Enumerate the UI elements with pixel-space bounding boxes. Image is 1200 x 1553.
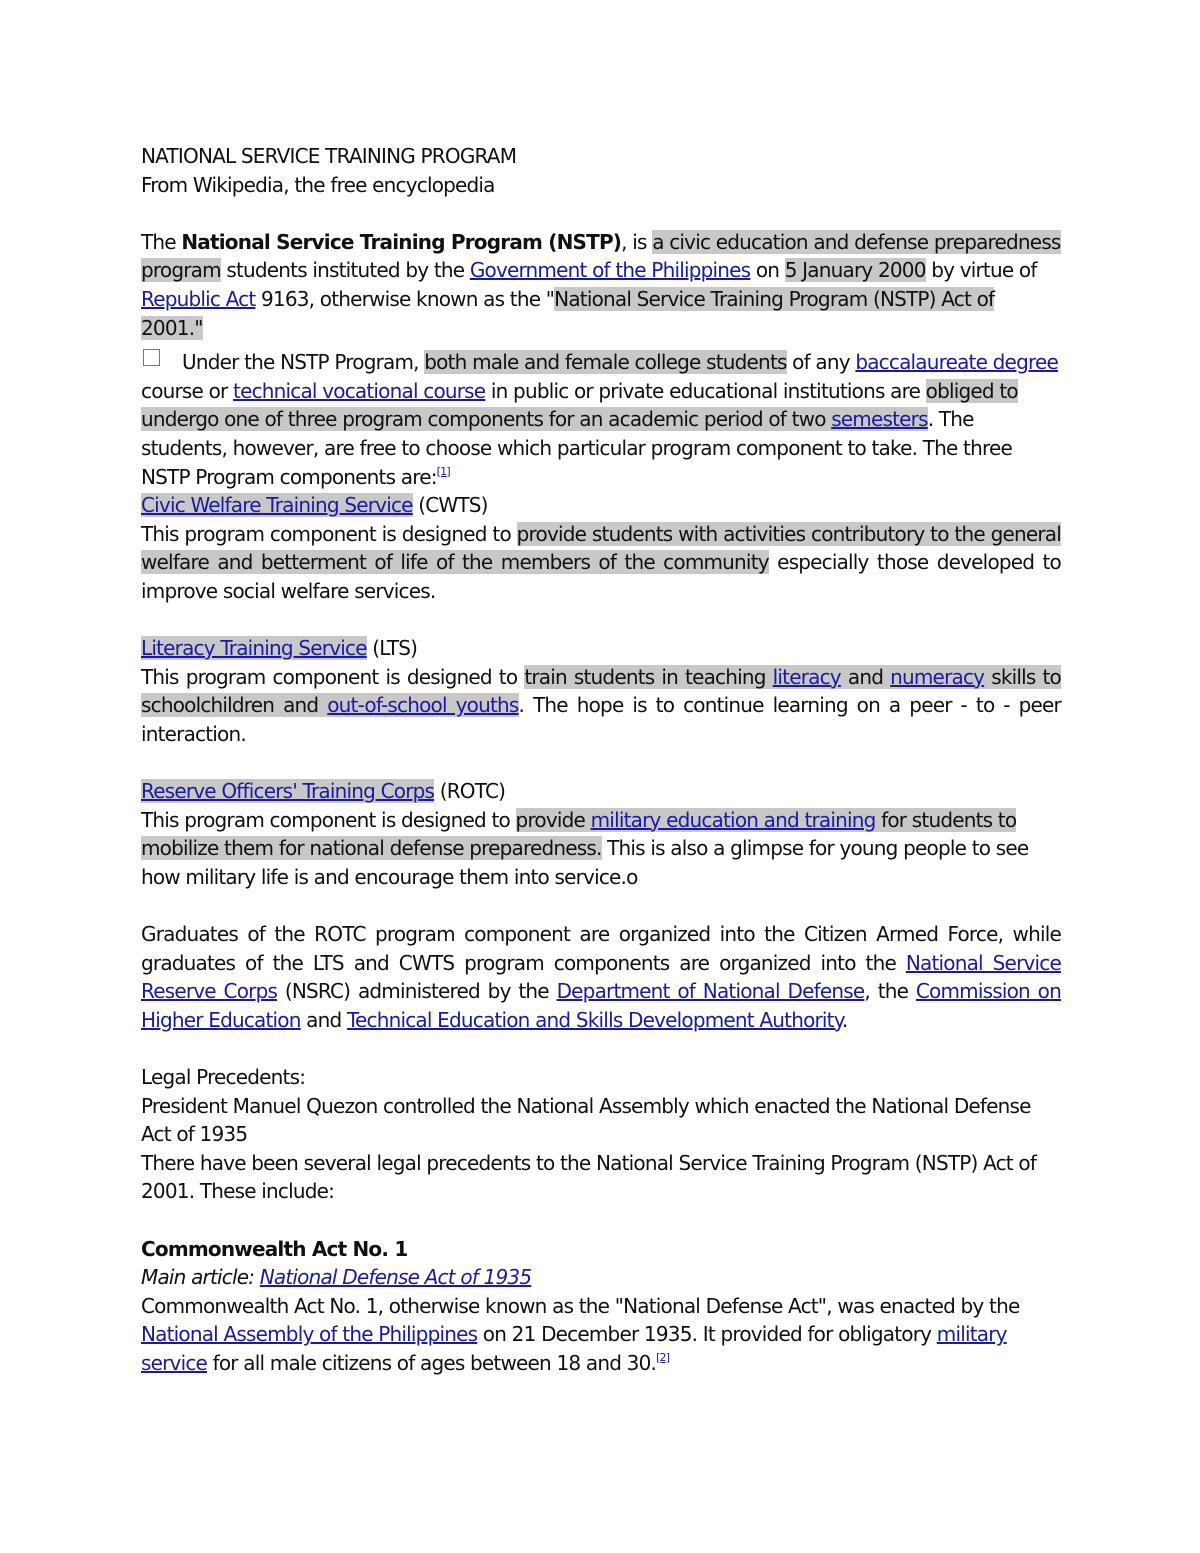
nstp-bold-name: National Service Training Program (NSTP) [181, 229, 622, 254]
link-baccalaureate-degree[interactable]: baccalaureate degree [855, 350, 1058, 375]
highlight: a civic education and defense preparedness program [141, 229, 1061, 283]
text: train students in teaching [524, 664, 773, 689]
highlight: both male and female college students [424, 350, 787, 375]
rotc-heading [141, 777, 1061, 806]
main-article-line [141, 1263, 1061, 1292]
link-tesda[interactable]: Technical Education and Skills Development Authority [346, 1007, 842, 1032]
link-national-defense-act-of-1935[interactable]: National Defense Act of 1935 [259, 1265, 532, 1290]
spacer [141, 891, 1061, 920]
spacer [141, 1206, 1061, 1235]
spacer [141, 748, 1061, 777]
page-title: NATIONAL SERVICE TRAINING PROGRAM [141, 144, 517, 168]
link-technical-vocational-course[interactable]: technical vocational course [233, 378, 486, 403]
text: . The hope is to continue learning on a peer - to - peer interaction. [141, 693, 1061, 746]
text: Under the NSTP Program, [182, 350, 425, 375]
legal-line-precedents: There have been several legal precedents to the National Service Training Program (NSTP) Act of 2001. These include: [141, 1150, 1037, 1204]
link-commission-on-higher-education[interactable]: Commission on Higher Education [141, 979, 1061, 1032]
intro-paragraph [141, 228, 1061, 342]
commonwealth-heading [141, 1235, 1061, 1264]
link-out-of-school-youths[interactable]: out-of-school youths [327, 693, 519, 718]
text: especially those developed to improve social welfare services. [141, 550, 1061, 603]
link-military-service[interactable]: military service [141, 1322, 1007, 1375]
text: obliged to undergo one of three program components for an academic period of two [141, 378, 1018, 432]
text: This program component is designed to [141, 807, 516, 832]
text: (CWTS) [412, 493, 488, 518]
under-nstp-paragraph [141, 348, 1061, 491]
cwts-heading [141, 491, 1061, 520]
link-national-assembly-of-the-philippines[interactable]: National Assembly of the Philippines [141, 1322, 478, 1347]
spacer [141, 199, 1061, 228]
text: by virtue of [925, 258, 1037, 283]
lts-heading [141, 634, 1061, 663]
text: Commonwealth Act No. 1 [141, 1236, 408, 1261]
text: This program component is designed to [141, 664, 525, 689]
highlight: National Service Training Program (NSTP) Act of 2001." [141, 286, 995, 340]
spacer [141, 606, 1061, 635]
text: on 21 December 1935. It provided for obligatory [477, 1322, 937, 1347]
spacer [141, 1034, 1061, 1063]
text: students instituted by the [220, 258, 470, 283]
text: (NSRC) administered by the [277, 979, 557, 1004]
text: Main article: [141, 1265, 260, 1290]
link-literacy[interactable]: literacy [772, 664, 841, 689]
link-civic-welfare-training-service[interactable]: Civic Welfare Training Service [141, 493, 413, 518]
text: 9163, otherwise known as the " [255, 286, 555, 311]
text: . The students, however, are free to choose which particular program component to take. The three NSTP Program components are: [141, 407, 1012, 489]
link-semesters[interactable]: semesters [831, 407, 928, 432]
text: on [750, 258, 785, 283]
commonwealth-paragraph [141, 1292, 1061, 1378]
text: . [841, 1007, 848, 1032]
text: and [840, 664, 891, 689]
text: for all male citizens of ages between 18 and 30. [207, 1350, 657, 1375]
graduates-paragraph [141, 920, 1061, 1034]
text: The [141, 229, 182, 254]
cwts-description [141, 520, 1061, 606]
legal-line-quezon: President Manuel Quezon controlled the National Assembly which enacted the National Defense Act of 1935 [141, 1093, 1031, 1147]
link-republic-act[interactable]: Republic Act [141, 286, 256, 311]
text: provide [515, 807, 591, 832]
text: in public or private educational institutions are [485, 378, 926, 403]
checkbox-icon [143, 349, 160, 366]
highlight: provide students with activities contributory to the general welfare and betterment of life of the members of the community [141, 521, 1061, 575]
link-national-service-reserve-corps[interactable]: National Service Reserve Corps [141, 950, 1061, 1004]
text: skills to schoolchildren and [141, 664, 1061, 718]
link-government-of-the-philippines[interactable]: Government of the Philippines [469, 258, 751, 283]
text: of any [786, 350, 856, 375]
text: This is also a glimpse for young people to see how military life is and encourage them into service.o [141, 836, 1029, 889]
text: (LTS) [366, 636, 418, 661]
text: for students to mobilize them for national defense preparedness. [141, 807, 1017, 861]
highlight: 5 January 2000 [784, 258, 926, 283]
text: (ROTC) [434, 779, 506, 804]
link-military-education-and-training[interactable]: military education and training [590, 807, 876, 832]
link-literacy-training-service[interactable]: Literacy Training Service [141, 636, 367, 661]
text: and [300, 1007, 347, 1032]
rotc-description [141, 806, 1061, 892]
text: Graduates of the ROTC program component are organized into the Citizen Armed Force, while graduates of the LTS and CWTS program components are organized into the [141, 922, 1061, 975]
link-department-of-national-defense[interactable]: Department of National Defense [556, 979, 865, 1004]
text: course or [141, 378, 234, 403]
reference-link-2[interactable]: [2] [656, 1350, 670, 1364]
page-subtitle: From Wikipedia, the free encyclopedia [141, 172, 495, 197]
text: Commonwealth Act No. 1, otherwise known as the "National Defense Act", was enacted by the [141, 1293, 1020, 1318]
lts-description [141, 663, 1061, 749]
link-reserve-officers-training-corps[interactable]: Reserve Officers' Training Corps [141, 779, 435, 804]
legal-precedents-heading: Legal Precedents: [141, 1065, 306, 1089]
document-body [141, 142, 1061, 1378]
text: , is [621, 229, 653, 254]
text: , the [864, 979, 916, 1004]
text: This program component is designed to [141, 521, 517, 546]
link-numeracy[interactable]: numeracy [890, 664, 985, 689]
reference-link-1[interactable]: [1] [436, 464, 450, 478]
